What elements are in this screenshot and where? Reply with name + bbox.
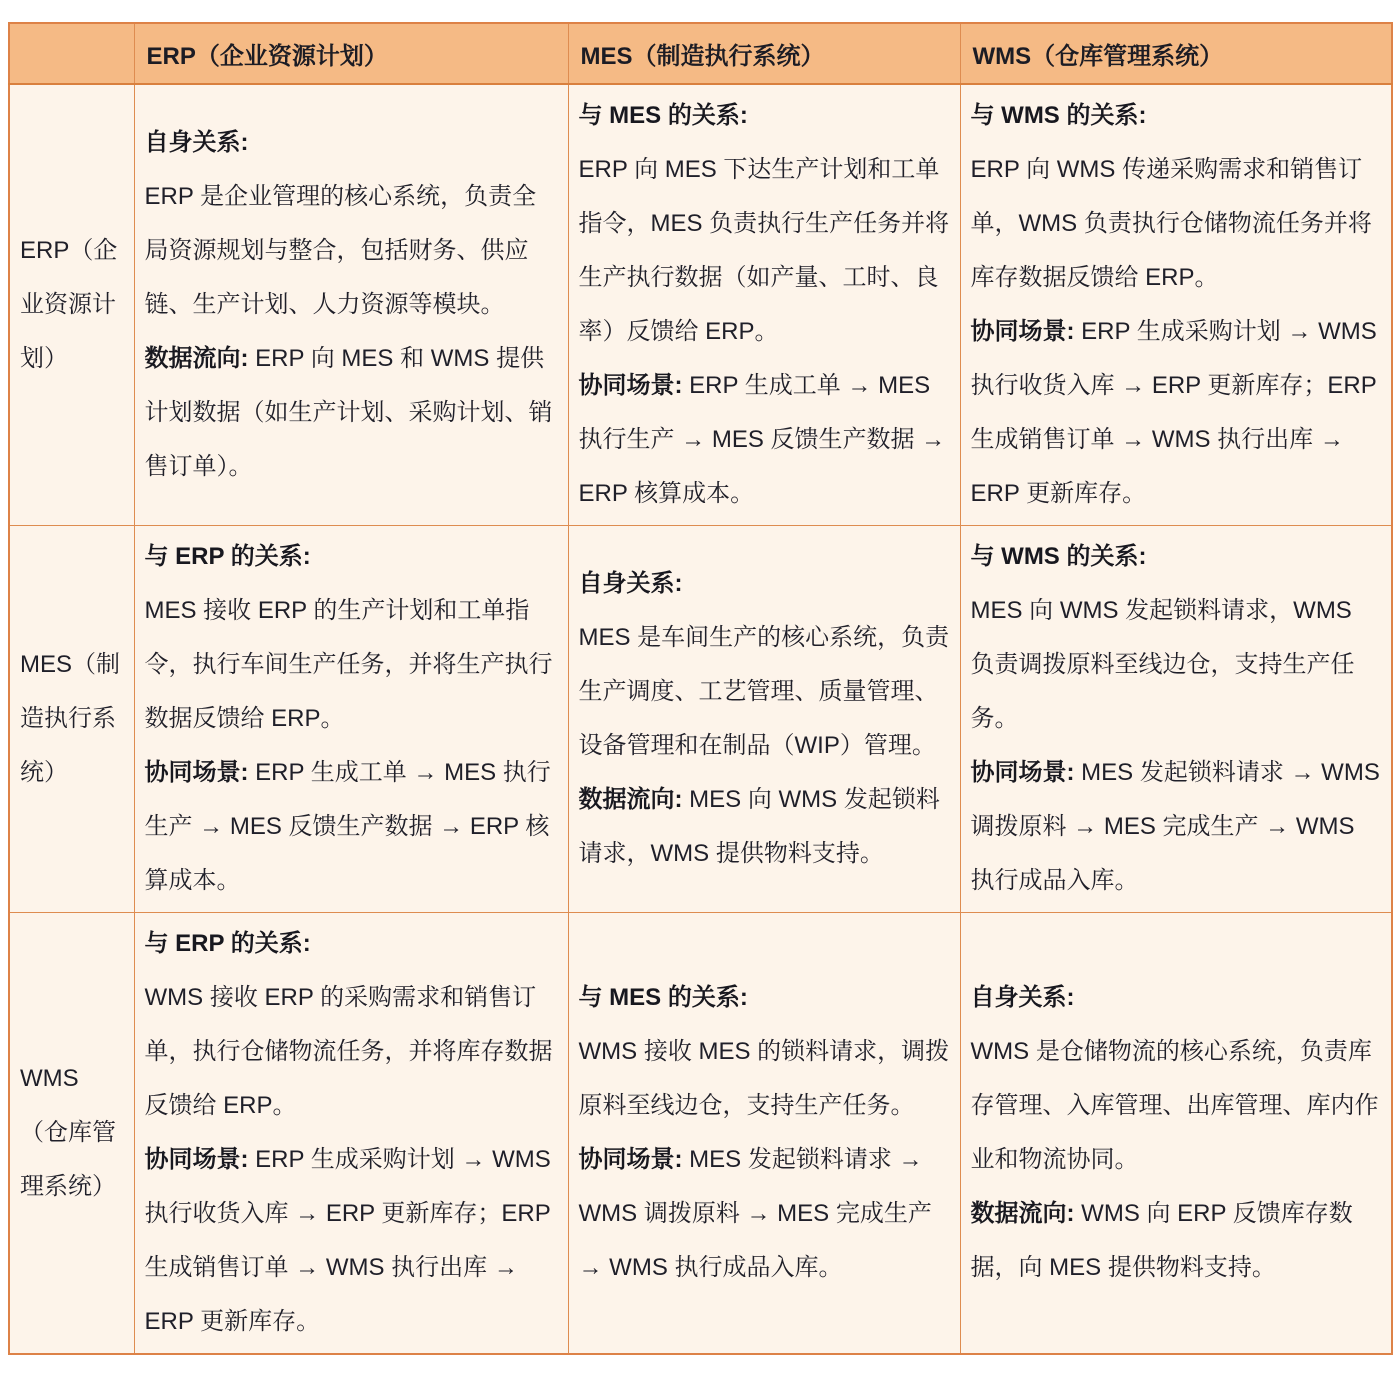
cell-heading-text: 与 MES 的关系: (578, 984, 748, 1011)
cell-flow-label: 协同场景: (970, 318, 1075, 345)
header-row (9, 23, 1392, 84)
cell-mes-mes (568, 526, 960, 913)
cell-flow-label: 协同场景: (970, 759, 1075, 786)
cell-flow-text: WMS 向 ERP 反馈库存数据，向 MES 提供物料支持。 (970, 1200, 1353, 1281)
header-col-mes: MES（制造执行系统） (568, 23, 960, 84)
cell-flow-text: ERP 生成采购计划 → WMS 执行收货入库 → ERP 更新库存；ERP 生成销售订单 → WMS 执行出库 → ERP 更新库存。 (144, 1146, 551, 1335)
header-col-erp: ERP（企业资源计划） (134, 23, 568, 84)
cell-heading-text: 与 ERP 的关系: (144, 930, 311, 957)
cell-mes-erp (134, 526, 568, 913)
cell-body: MES 是车间生产的核心系统，负责生产调度、工艺管理、质量管理、设备管理和在制品（WIP）管理。 (578, 624, 950, 759)
cell-heading (579, 557, 950, 611)
cell-wms-mes (568, 913, 960, 1355)
cell-flow-text: ERP 生成采购计划 → WMS 执行收货入库 → ERP 更新库存；ERP 生成销售订单 → WMS 执行出库 → ERP 更新库存。 (970, 318, 1377, 507)
cell-heading-text: 自身关系: (578, 570, 683, 597)
cell-heading-text: 与 WMS 的关系: (970, 543, 1147, 570)
cell-heading (145, 917, 558, 971)
cell-heading-text: 与 WMS 的关系: (970, 102, 1147, 129)
cell-body: WMS 是仓储物流的核心系统，负责库存管理、入库管理、出库管理、库内作业和物流协同。 (970, 1038, 1379, 1173)
cell-flow-text: ERP 向 MES 和 WMS 提供计划数据（如生产计划、采购计划、销售订单）。 (144, 345, 553, 480)
cell-flow-label: 协同场景: (578, 1146, 683, 1173)
cell-flow (971, 1187, 1382, 1295)
cell-body: ERP 向 MES 下达生产计划和工单指令，MES 负责执行生产任务并将生产执行数据（如产量、工时、良率）反馈给 ERP。 (578, 156, 950, 345)
row-label-erp: ERP（企业资源计划） (9, 84, 134, 526)
cell-flow-text: ERP 生成工单 → MES 执行生产 → MES 反馈生产数据 → ERP 核算成本。 (144, 759, 551, 894)
cell-heading (145, 530, 558, 584)
cell-flow-text: MES 发起锁料请求 → WMS 调拨原料 → MES 完成生产 → WMS 执行成品入库。 (578, 1146, 932, 1281)
erp-mes-wms-comparison-table (8, 22, 1393, 1355)
cell-flow-label: 数据流向: (578, 786, 683, 813)
cell-erp-mes (568, 84, 960, 526)
cell-flow (145, 746, 558, 908)
cell-flow (971, 746, 1382, 908)
cell-body: MES 接收 ERP 的生产计划和工单指令，执行车间生产任务，并将生产执行数据反馈给 ERP。 (144, 597, 553, 732)
cell-flow (145, 332, 558, 494)
cell-wms-erp (134, 913, 568, 1355)
cell-mes-wms (960, 526, 1392, 913)
cell-erp-erp (134, 84, 568, 526)
header-corner-cell (9, 23, 134, 84)
cell-flow-text: MES 发起锁料请求 → WMS 调拨原料 → MES 完成生产 → WMS 执行成品入库。 (970, 759, 1380, 894)
cell-flow (971, 305, 1382, 521)
cell-body: WMS 接收 MES 的锁料请求，调拨原料至线边仓，支持生产任务。 (578, 1038, 950, 1119)
cell-heading (971, 971, 1382, 1025)
row-label-wms: WMS （仓库管理系统） (9, 913, 134, 1355)
row-label-mes: MES（制造执行系统） (9, 526, 134, 913)
cell-heading-text: 自身关系: (970, 984, 1075, 1011)
cell-flow-label: 协同场景: (144, 1146, 249, 1173)
cell-heading (145, 116, 558, 170)
cell-flow-label: 协同场景: (144, 759, 249, 786)
row-erp (9, 84, 1392, 526)
cell-flow (579, 773, 950, 881)
cell-heading (971, 530, 1382, 584)
cell-body: MES 向 WMS 发起锁料请求，WMS 负责调拨原料至线边仓，支持生产任务。 (970, 597, 1355, 732)
cell-heading (579, 971, 950, 1025)
row-wms (9, 913, 1392, 1355)
cell-flow-label: 协同场景: (578, 372, 683, 399)
cell-flow-text: MES 向 WMS 发起锁料请求，WMS 提供物料支持。 (578, 786, 940, 867)
cell-heading-text: 与 MES 的关系: (578, 102, 748, 129)
cell-body: WMS 接收 ERP 的采购需求和销售订单，执行仓储物流任务，并将库存数据反馈给 ERP。 (144, 984, 553, 1119)
header-col-wms: WMS（仓库管理系统） (960, 23, 1392, 84)
cell-body: ERP 是企业管理的核心系统，负责全局资源规划与整合，包括财务、供应链、生产计划、人力资源等模块。 (144, 183, 537, 318)
cell-flow-text: ERP 生成工单 → MES 执行生产 → MES 反馈生产数据 → ERP 核算成本。 (578, 372, 946, 507)
cell-heading-text: 自身关系: (144, 129, 249, 156)
cell-flow-label: 数据流向: (970, 1200, 1075, 1227)
cell-body: ERP 向 WMS 传递采购需求和销售订单，WMS 负责执行仓储物流任务并将库存数据反馈给 ERP。 (970, 156, 1372, 291)
cell-erp-wms (960, 84, 1392, 526)
cell-wms-wms (960, 913, 1392, 1355)
cell-heading-text: 与 ERP 的关系: (144, 543, 311, 570)
cell-heading (579, 89, 950, 143)
cell-flow (579, 359, 950, 521)
cell-flow (579, 1133, 950, 1295)
cell-flow (145, 1133, 558, 1349)
cell-flow-label: 数据流向: (144, 345, 249, 372)
cell-heading (971, 89, 1382, 143)
row-mes (9, 526, 1392, 913)
